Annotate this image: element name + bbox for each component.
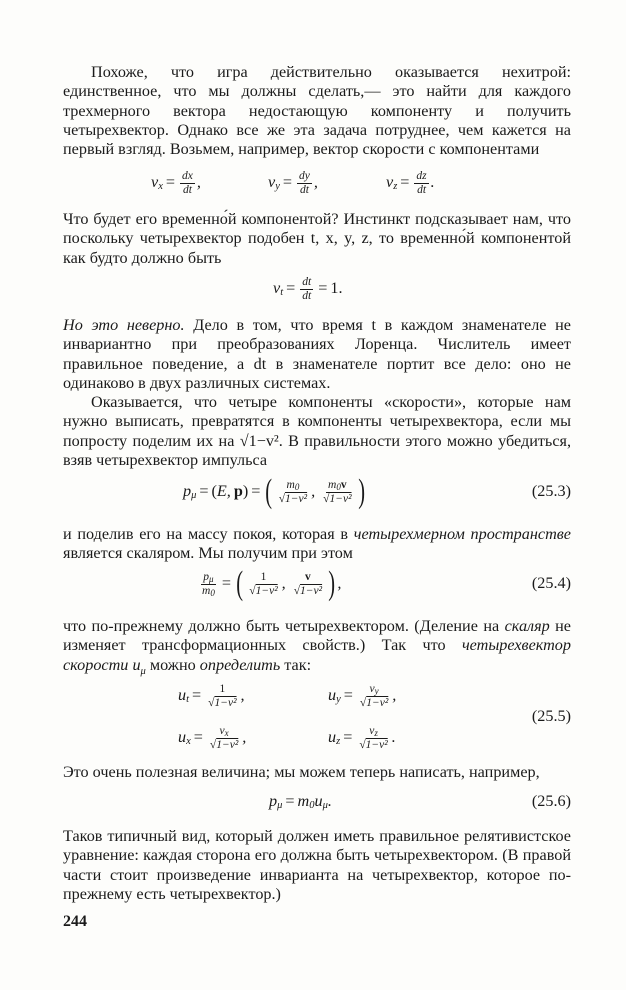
equation-number-25-3: (25.3) <box>531 482 571 501</box>
text-rest-mass-c: является скаляром. Мы получим при этом <box>63 544 353 563</box>
paragraph-useful-quantity: Это очень полезная величина; мы можем теперь написать, например, <box>63 763 540 781</box>
equation-25-3: p μ = ( E, p ) = ( $\frac{m0}{\text{√1−v²}}$ , $\frac{m0v}{\text{√1−v²}}$ ) (25.3) <box>183 473 571 510</box>
italic-define: определить <box>199 655 281 674</box>
equation-number-25-4: (25.4) <box>531 574 571 593</box>
paragraph-not-correct-text: Дело в том, что время t в каждом знаменателе не инвариантно при преобразованиях Лоренца. Числитель имеет правильное поведение, а dt в знаменателе портит все дело: оно не одинаково в двух различных системах. <box>63 316 571 392</box>
italic-scalar: скаляр <box>504 617 550 635</box>
text-p6-a: что по-прежнему должно быть четырехвектором. (Деление на <box>63 617 505 635</box>
equation-25-6: p μ = m 0 u μ . (25.6) <box>63 782 571 822</box>
text-p6-g: можно <box>145 655 200 674</box>
paragraph-four-velocity: Оказывается, что четыре компоненты «скорости», которые нам нужно выписать, превратятся в компоненты четырехвектора, если мы попросту поделим их на √1−v². В правильности этого можно убедиться, взяв четырехвектор импульса <box>63 393 571 469</box>
paragraph-question: Что будет его временно́й компонентой? Инстинкт подсказывает нам, что поскольку четырехвектор подобен t, x, y, z, то временно́й компонентой как будто должно быть <box>63 210 571 267</box>
paragraph-rest-mass <box>63 525 571 564</box>
equation-velocity-components: v x = $\frac{dx}{dt}$ , v y = $\frac{dy}{dt}$ , v z = $\frac{dz}{dt}$ . <box>151 169 435 196</box>
italic-four-dim-space: четырехмерном пространстве <box>353 525 571 543</box>
equation-number-25-5: (25.5) <box>531 707 571 726</box>
text-rest-mass-a: и поделив его на массу покоя, которая в <box>63 525 354 543</box>
page-number: 244 <box>63 913 87 930</box>
text-p6-i: так: <box>280 655 312 674</box>
equation-time-component: v t = $\frac{dt}{dt}$ = 1. <box>273 275 343 302</box>
symbol-u: u <box>128 655 141 674</box>
paragraph-still-four-vector <box>63 617 571 677</box>
paragraph-intro: Похоже, что игра действительно оказывается нехитрой: единственное, что мы должны сделать,— это найти для каждого трехмерного вектора недостающую компоненту и получить четырехвектор. Однако все же эта задача потруднее, чем кажется на первый взгляд. Возьмем, например, вектор скорости с компонентами <box>63 63 571 159</box>
italic-four-velocity: четырехвектор скорости <box>63 636 571 674</box>
equation-number-25-6: (25.6) <box>531 792 571 811</box>
symbol-mu: μ <box>140 665 146 677</box>
equation-25-5: u t = $\frac{1}{\text{√1−v²}}$ , u y = $\frac{vy}{\text{√1−v²}}$ , u x = $\frac{vx}{\text{√1−v²}}$ , u z = $\frac{vz}{\text{√1−v²}}$ . (25.5) <box>178 682 571 751</box>
text-p6-c: не изменяет трансформационных свойств.) Так что <box>63 617 571 655</box>
equation-25-4: $\frac{p\mu}{m0}$ = ( $\frac{1}{\text{√1−v²}}$ , $\frac{v}{\text{√1−v²}}$ ) , (25.4) <box>202 565 571 602</box>
italic-not-correct: Но это неверно. <box>63 316 185 334</box>
paragraph-relativistic-equation: Таков типичный вид, который должен иметь правильное релятивистское уравнение: каждая сторона его должна быть четырехвектором. (В правой части стоит произведение инварианта на четырехвектор, которое по-прежнему есть четырехвектор.) <box>63 827 571 903</box>
paragraph-not-correct <box>63 316 571 393</box>
